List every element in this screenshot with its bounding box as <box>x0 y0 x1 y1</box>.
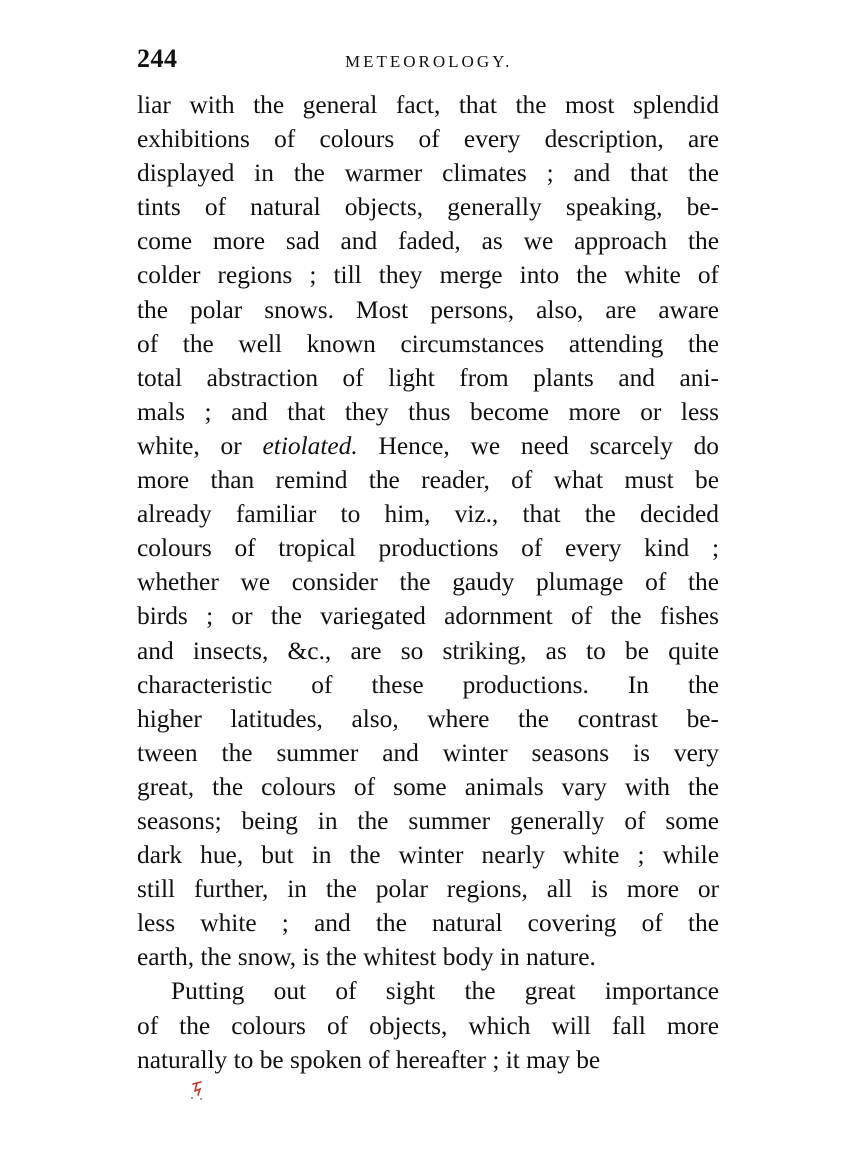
page-number: 244 <box>137 44 178 73</box>
text-line: birds ; or the variegated adornment of the fishes <box>137 602 719 631</box>
text-line <box>137 429 719 463</box>
text-line: of the well known circumstances attending the <box>137 329 719 358</box>
text-line: colours of tropical productions of every kind ; <box>137 534 719 563</box>
text-line: Putting out of sight the great importance <box>171 977 719 1006</box>
paragraph <box>137 974 719 1076</box>
text-line: come more sad and faded, as we approach the <box>137 227 719 256</box>
text-line: more than remind the reader, of what must be <box>137 466 719 495</box>
text-line: great, the colours of some animals vary with the <box>137 772 719 801</box>
ink-mark-icon <box>184 1078 210 1104</box>
text-line: still further, in the polar regions, all is more or <box>137 875 719 904</box>
text-line: earth, the snow, is the whitest body in nature. <box>137 943 596 972</box>
text-line: displayed in the warmer climates ; and that the <box>137 159 719 188</box>
text-line: less white ; and the natural covering of the <box>137 909 719 938</box>
text-line: and insects, &c., are so striking, as to be quite <box>137 636 719 665</box>
text-line: exhibitions of colours of every description, are <box>137 125 719 154</box>
text-line: higher latitudes, also, where the contrast be- <box>137 704 719 733</box>
text-line: colder regions ; till they merge into the white of <box>137 261 719 290</box>
text-line: liar with the general fact, that the most splendid <box>137 91 719 119</box>
text-line: characteristic of these productions. In the <box>137 670 719 699</box>
italic-term: etiolated. <box>262 431 358 460</box>
text-run: white, or <box>137 431 263 460</box>
text-line: already familiar to him, viz., that the decided <box>137 500 719 529</box>
text-line: dark hue, but in the winter nearly white ; while <box>137 841 719 870</box>
text-line: tween the summer and winter seasons is very <box>137 738 719 767</box>
paragraph <box>137 88 719 974</box>
running-head: METEOROLOGY. <box>345 52 513 71</box>
text-line: naturally to be spoken of hereafter ; it may be <box>137 1045 601 1074</box>
text-line: total abstraction of light from plants and ani- <box>137 363 719 392</box>
text-line: mals ; and that they thus become more or less <box>137 397 719 426</box>
text-line: whether we consider the gaudy plumage of the <box>137 568 719 597</box>
text-line: tints of natural objects, generally speaking, be- <box>137 193 719 222</box>
page-header <box>137 44 719 78</box>
text-line: seasons; being in the summer generally of some <box>137 806 719 835</box>
text-run: Hence, we need scarcely do <box>357 431 719 460</box>
text-line: of the colours of objects, which will fall more <box>137 1011 719 1040</box>
text-line: the polar snows. Most persons, also, are aware <box>137 295 719 324</box>
body-text <box>137 88 719 1077</box>
